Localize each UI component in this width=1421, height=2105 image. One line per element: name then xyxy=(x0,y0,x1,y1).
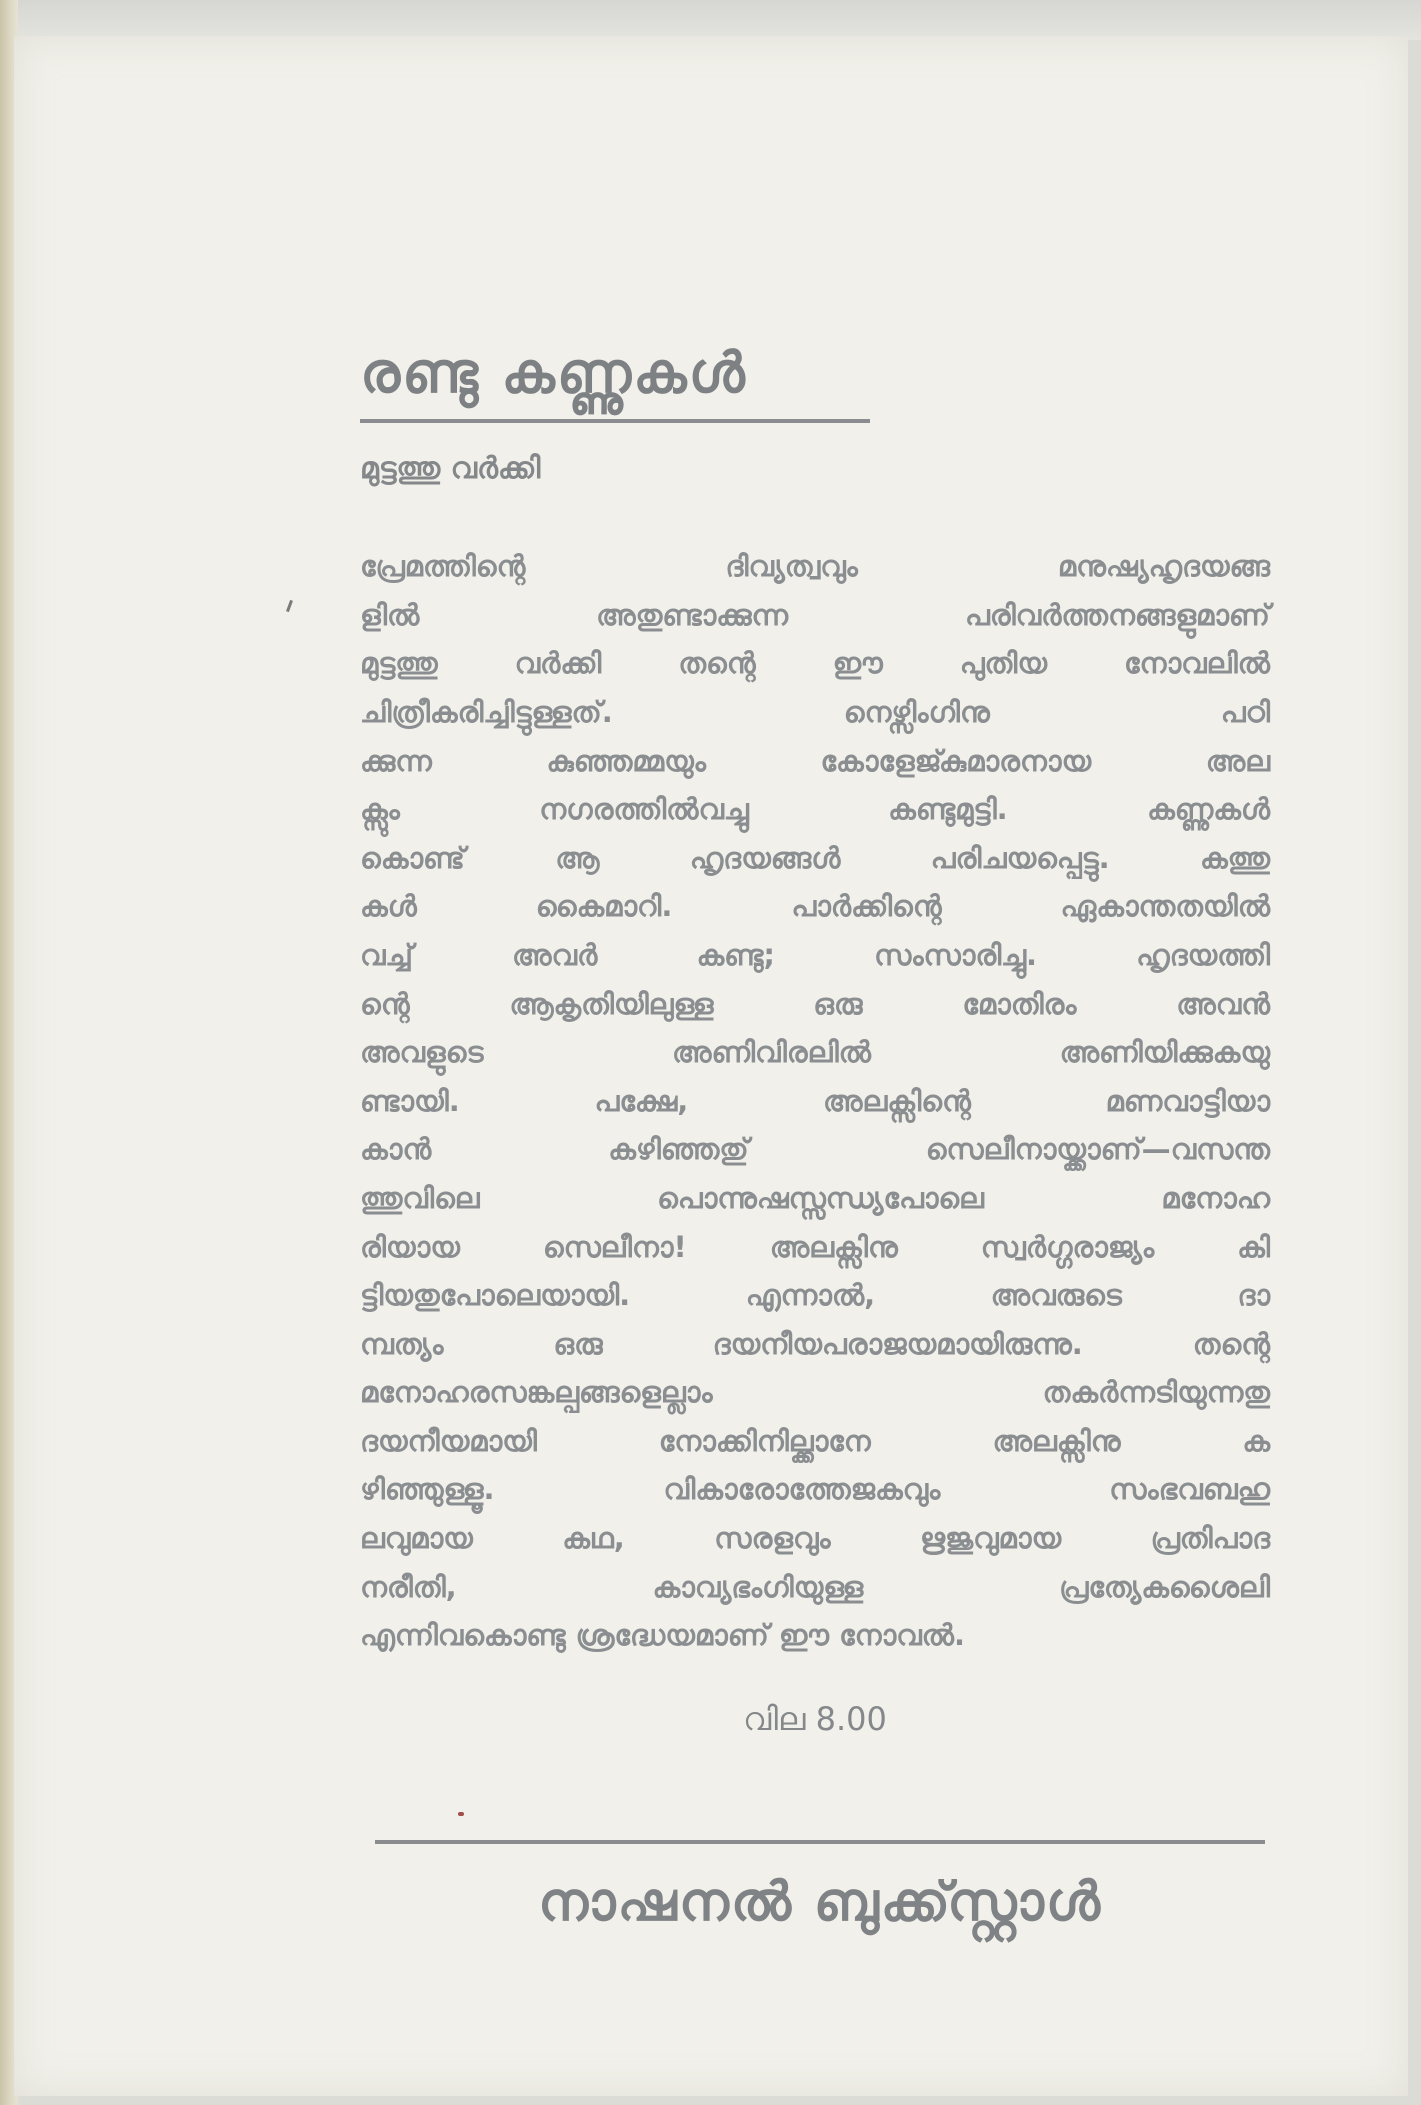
blurb-line: ലവുമായ കഥ, സരളവും ഋജുവുമായ പ്രതിപാദ xyxy=(360,1521,1270,1556)
cover-content xyxy=(360,340,1270,1739)
blurb-line: ന്റെ ആകൃതിയിലുള്ള ഒരു മോതിരം അവൻ xyxy=(360,986,1270,1021)
publisher-rule xyxy=(375,1840,1265,1844)
blurb-line: കാൻ കഴിഞ്ഞതു് സെലീനായ്ക്കാണ്—വസന്ത xyxy=(360,1132,1270,1167)
blurb-line: പ്രേമത്തിന്റെ ദിവ്യത്വവും മനുഷ്യഹൃദയങ്ങ xyxy=(360,549,1270,584)
blurb-line: ക്സും നഗരത്തിൽവച്ചു കണ്ടുമുട്ടി. കണ്ണുകൾ xyxy=(360,792,1270,827)
blurb-line: ളിൽ അതുണ്ടാക്കുന്ന പരിവർത്തനങ്ങളുമാണ് xyxy=(360,597,1270,632)
blurb-text xyxy=(360,542,1270,1660)
blurb-line: മ്പത്യം ഒരു ദയനീയപരാജയമായിരുന്നു. തന്റെ xyxy=(360,1326,1270,1361)
blurb-line: മനോഹരസങ്കല്പങ്ങളെല്ലാം തകർന്നടിയുന്നതു xyxy=(360,1375,1270,1410)
blurb-line: കൊണ്ട് ആ ഹൃദയങ്ങൾ പരിചയപ്പെട്ടു. കത്തു xyxy=(360,840,1270,875)
title-underline xyxy=(360,419,870,423)
blurb-line: ക്കുന്ന കുഞ്ഞമ്മയും കോളേജ്കുമാരനായ അല xyxy=(360,743,1270,778)
blurb-line: വച്ച് അവർ കണ്ടു; സംസാരിച്ചു. ഹൃദയത്തി xyxy=(360,937,1270,972)
blurb-line: രിയായ സെലീനാ! അലക്സിനു സ്വർഗ്ഗരാജ്യം കി xyxy=(360,1229,1270,1264)
price-label: വില 8.00 xyxy=(743,1699,887,1738)
blurb-line: എന്നിവകൊണ്ടു ശ്രദ്ധേയമാണ് ഈ നോവൽ. xyxy=(360,1618,965,1653)
scan-top-edge xyxy=(0,0,1421,40)
blurb-line: കൾ കൈമാറി. പാർക്കിന്റെ ഏകാന്തതയിൽ xyxy=(360,889,1270,924)
stray-dot xyxy=(458,1812,464,1816)
author-name: മുട്ടത്തു വർക്കി xyxy=(360,451,541,487)
blurb-line: ത്തുവിലെ പൊന്നുഷസ്സന്ധ്യപോലെ മനോഹ xyxy=(360,1180,1270,1215)
blurb-line: ട്ടിയതുപോലെയായി. എന്നാൽ, അവരുടെ ദാ xyxy=(360,1278,1270,1313)
blurb-line: ദയനീയമായി നോക്കിനില്ക്കാനേ അലക്സിനു ക xyxy=(360,1423,1270,1458)
blurb-line: മുട്ടത്തു വർക്കി തന്റെ ഈ പുതിയ നോവലിൽ xyxy=(360,646,1270,681)
blurb-line: ണ്ടായി. പക്ഷേ, അലക്സിന്റെ മണവാട്ടിയാ xyxy=(360,1083,1270,1118)
blurb-line: നരീതി, കാവ്യഭംഗിയുള്ള പ്രത്യേകശൈലി xyxy=(360,1569,1270,1604)
publisher-name: നാഷനൽ ബുക്ക്സ്റ്റാൾ xyxy=(537,1870,1102,1933)
book-title: രണ്ടു കണ്ണുകൾ xyxy=(360,341,747,406)
blurb-line: ചിത്രീകരിച്ചിട്ടുള്ളത്. നെഴ്സിംഗിനു പഠി xyxy=(360,694,1270,729)
blurb-line: അവളുടെ അണിവിരലിൽ അണിയിക്കുകയു xyxy=(360,1035,1270,1070)
blurb-line: ഴിഞ്ഞുള്ളൂ. വികാരോത്തേജകവും സംഭവബഹു xyxy=(360,1472,1270,1507)
